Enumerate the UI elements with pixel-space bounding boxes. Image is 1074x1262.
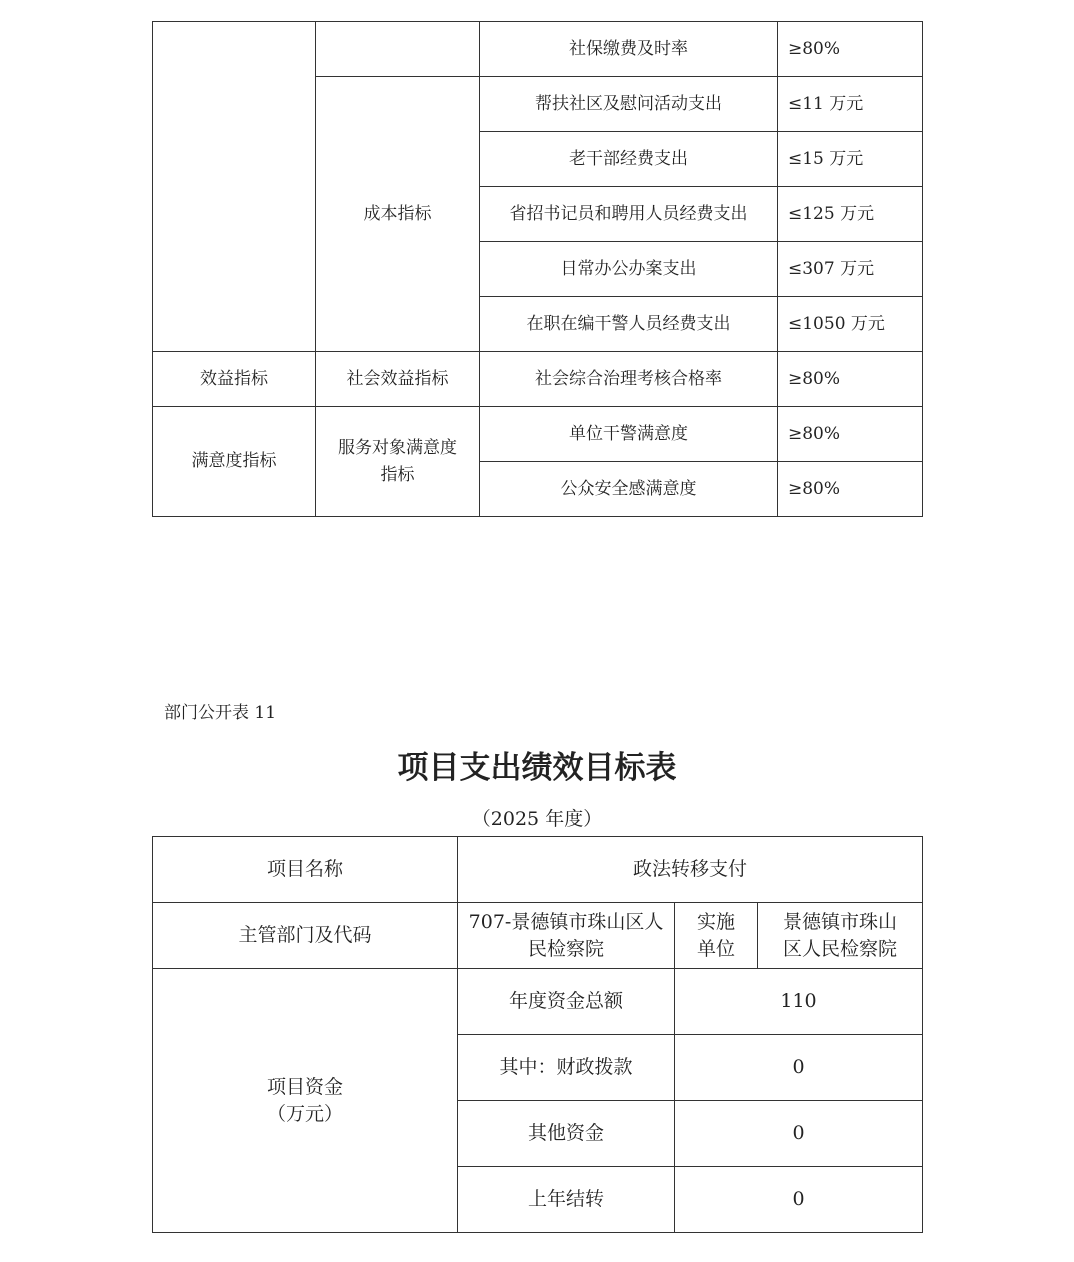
fund-item-value: 0: [675, 1101, 923, 1167]
value-cell: ≤307 万元: [778, 242, 923, 297]
metric-cell: 日常办公办案支出: [480, 242, 778, 297]
value-cell: ≥80%: [778, 352, 923, 407]
project-info-table: [152, 836, 923, 1233]
satisfaction-indicator-cell: 满意度指标: [153, 407, 316, 517]
metric-cell: 老干部经费支出: [480, 132, 778, 187]
year-subtitle: （2025 年度）: [471, 808, 603, 830]
fund-item-value: 110: [675, 969, 923, 1035]
table-row: [153, 903, 923, 969]
value-cell: ≤1050 万元: [778, 297, 923, 352]
benefit-indicator-cell: 效益指标: [153, 352, 316, 407]
page-title: 项目支出绩效目标表: [397, 750, 677, 786]
table-row: [153, 22, 923, 77]
metric-cell: 在职在编干警人员经费支出: [480, 297, 778, 352]
metric-cell: 社保缴费及时率: [480, 22, 778, 77]
impl-value: 景德镇市珠山区人民检察院: [758, 903, 923, 969]
fund-item-label: 上年结转: [458, 1167, 675, 1233]
social-benefit-cell: 社会效益指标: [316, 352, 480, 407]
empty-cell: [153, 22, 316, 352]
table-row: [153, 352, 923, 407]
table-row: [153, 837, 923, 903]
table-row: [153, 407, 923, 462]
fund-item-value: 0: [675, 1035, 923, 1101]
table-number-label: 部门公开表 11: [164, 703, 277, 723]
fund-item-value: 0: [675, 1167, 923, 1233]
metric-cell: 单位干警满意度: [480, 407, 778, 462]
value-cell: ≥80%: [778, 22, 923, 77]
project-name-label: 项目名称: [153, 837, 458, 903]
performance-indicators-table: [152, 21, 923, 517]
metric-cell: 省招书记员和聘用人员经费支出: [480, 187, 778, 242]
value-cell: ≥80%: [778, 407, 923, 462]
cost-indicator-cell: 成本指标: [316, 77, 480, 352]
value-cell: ≤15 万元: [778, 132, 923, 187]
empty-cell: [316, 22, 480, 77]
service-satisfaction-cell: 服务对象满意度指标: [316, 407, 480, 517]
value-cell: ≤125 万元: [778, 187, 923, 242]
metric-cell: 帮扶社区及慰问活动支出: [480, 77, 778, 132]
table-row: [153, 969, 923, 1035]
funds-label: 项目资金（万元）: [153, 969, 458, 1233]
impl-label: 实施单位: [675, 903, 758, 969]
fund-item-label: 其他资金: [458, 1101, 675, 1167]
fund-item-label: 其中：财政拨款: [458, 1035, 675, 1101]
fund-item-label: 年度资金总额: [458, 969, 675, 1035]
metric-cell: 社会综合治理考核合格率: [480, 352, 778, 407]
metric-cell: 公众安全感满意度: [480, 462, 778, 517]
value-cell: ≤11 万元: [778, 77, 923, 132]
value-cell: ≥80%: [778, 462, 923, 517]
dept-label: 主管部门及代码: [153, 903, 458, 969]
dept-value: 707-景德镇市珠山区人民检察院: [458, 903, 675, 969]
project-name-value: 政法转移支付: [458, 837, 923, 903]
